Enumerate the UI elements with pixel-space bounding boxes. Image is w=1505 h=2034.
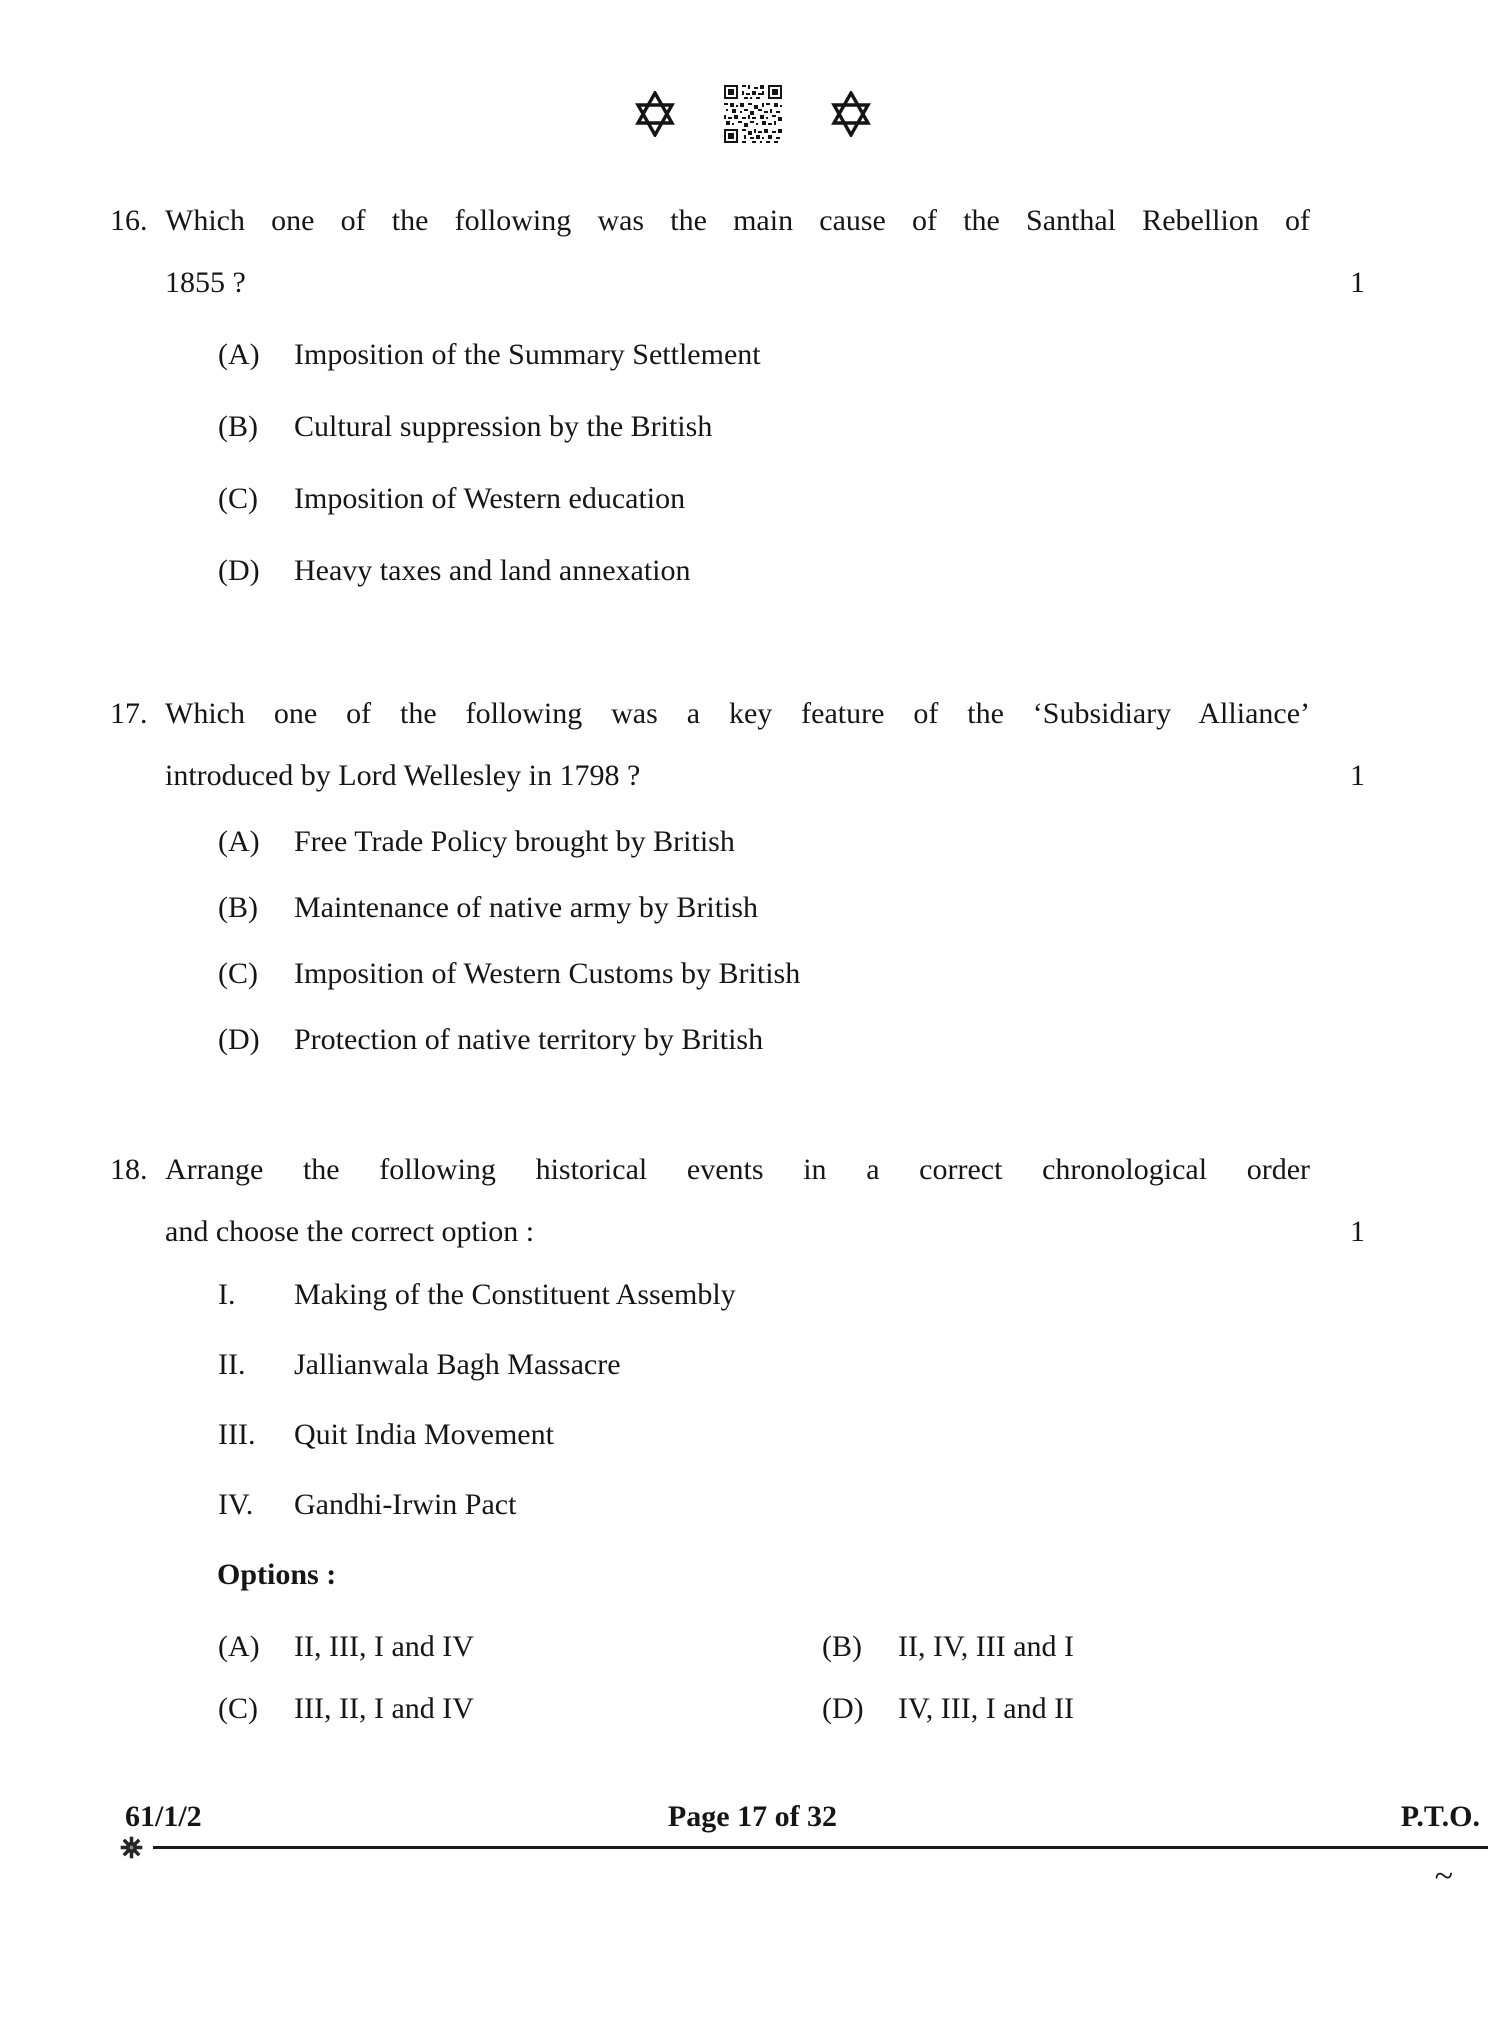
options-grid-row-2	[218, 1692, 1505, 1726]
option-text: III, II, I and IV	[294, 1692, 474, 1725]
list-item-label: I.	[218, 1278, 236, 1311]
option-label: (D)	[218, 554, 260, 587]
option-row-a	[218, 825, 1505, 859]
option-row-d	[218, 1023, 1505, 1057]
option-text: Imposition of Western education	[294, 482, 686, 515]
option-text: II, IV, III and I	[898, 1630, 1075, 1663]
option-cell-b	[822, 1630, 1074, 1664]
option-cell-d	[822, 1692, 1074, 1726]
option-label: (C)	[218, 1692, 258, 1725]
question-17	[0, 697, 1505, 1057]
flower-icon	[118, 1834, 145, 1861]
list-item-3	[218, 1418, 1505, 1452]
option-text: Free Trade Policy brought by British	[294, 825, 735, 858]
option-label: (D)	[218, 1023, 260, 1056]
qr-code-icon	[724, 85, 782, 143]
list-item-text: Quit India Movement	[294, 1418, 554, 1451]
footer-text-row	[0, 1800, 1505, 1834]
question-17-head	[0, 697, 1505, 793]
tilde-mark: ~	[1434, 1858, 1453, 1895]
option-label: (B)	[822, 1630, 862, 1663]
question-number: 18.	[110, 1153, 148, 1186]
option-text: Imposition of Western Customs by British	[294, 957, 801, 990]
option-cell-c	[218, 1692, 822, 1726]
question-text-line-1: Which one of the following was the main cause of the Santhal Rebellion of	[165, 204, 1310, 237]
options-heading: Options :	[217, 1558, 337, 1591]
option-label: (A)	[218, 825, 260, 858]
option-text: Imposition of the Summary Settlement	[294, 338, 761, 371]
marks-value: 1	[1350, 1215, 1365, 1248]
list-item-text: Making of the Constituent Assembly	[294, 1278, 736, 1311]
option-label: (D)	[822, 1692, 864, 1725]
list-item-label: III.	[218, 1418, 256, 1451]
option-label: (B)	[218, 410, 258, 443]
marks-value: 1	[1350, 759, 1365, 792]
list-item-2	[218, 1348, 1505, 1382]
option-text: IV, III, I and II	[898, 1692, 1075, 1725]
option-text: Protection of native territory by British	[294, 1023, 764, 1056]
list-item-1	[218, 1278, 1505, 1312]
footer-rule	[153, 1846, 1488, 1849]
option-row-c	[218, 957, 1505, 991]
question-text-line-2: and choose the correct option :	[165, 1215, 535, 1248]
option-text: II, III, I and IV	[294, 1630, 474, 1663]
question-text-line-2: introduced by Lord Wellesley in 1798 ?	[165, 759, 641, 792]
list-item-label: II.	[218, 1348, 246, 1381]
option-label: (A)	[218, 338, 260, 371]
question-16	[0, 204, 1505, 588]
marks-value: 1	[1350, 266, 1365, 299]
star-of-david-icon	[634, 91, 676, 137]
option-text: Maintenance of native army by British	[294, 891, 759, 924]
question-text	[165, 697, 1310, 793]
option-row-d	[218, 554, 1505, 588]
option-text: Cultural suppression by the British	[294, 410, 713, 443]
star-of-david-icon	[830, 91, 872, 137]
page-number: Page 17 of 32	[667, 1800, 838, 1833]
question-text	[165, 1153, 1310, 1249]
option-label: (B)	[218, 891, 258, 924]
options-grid-row-1	[218, 1630, 1505, 1664]
header-icons	[0, 0, 1505, 144]
footer	[0, 1800, 1505, 1895]
paper-code: 61/1/2	[125, 1800, 202, 1833]
option-row-b	[218, 891, 1505, 925]
question-text-line-1: Which one of the following was a key feature of the ‘Subsidiary Alliance’	[165, 697, 1310, 730]
list-item-text: Gandhi-Irwin Pact	[294, 1488, 517, 1521]
question-18-head	[0, 1153, 1505, 1249]
question-18	[0, 1153, 1505, 1726]
option-text: Heavy taxes and land annexation	[294, 554, 691, 587]
option-label: (A)	[218, 1630, 260, 1663]
option-row-a	[218, 338, 1505, 372]
question-number: 16.	[110, 204, 148, 237]
option-label: (C)	[218, 482, 258, 515]
list-item-label: IV.	[218, 1488, 254, 1521]
option-cell-a	[218, 1630, 822, 1664]
pto-label: P.T.O.	[1400, 1800, 1480, 1833]
option-row-b	[218, 410, 1505, 444]
question-text-line-2: 1855 ?	[165, 266, 246, 299]
footer-rule-row	[0, 1834, 1505, 1864]
option-label: (C)	[218, 957, 258, 990]
list-item-4	[218, 1488, 1505, 1522]
question-number: 17.	[110, 697, 148, 730]
question-16-head	[0, 204, 1505, 300]
question-text-line-1: Arrange the following historical events in a correct chronological order	[165, 1153, 1310, 1186]
question-text	[165, 204, 1310, 300]
option-row-c	[218, 482, 1505, 516]
list-item-text: Jallianwala Bagh Massacre	[294, 1348, 621, 1381]
